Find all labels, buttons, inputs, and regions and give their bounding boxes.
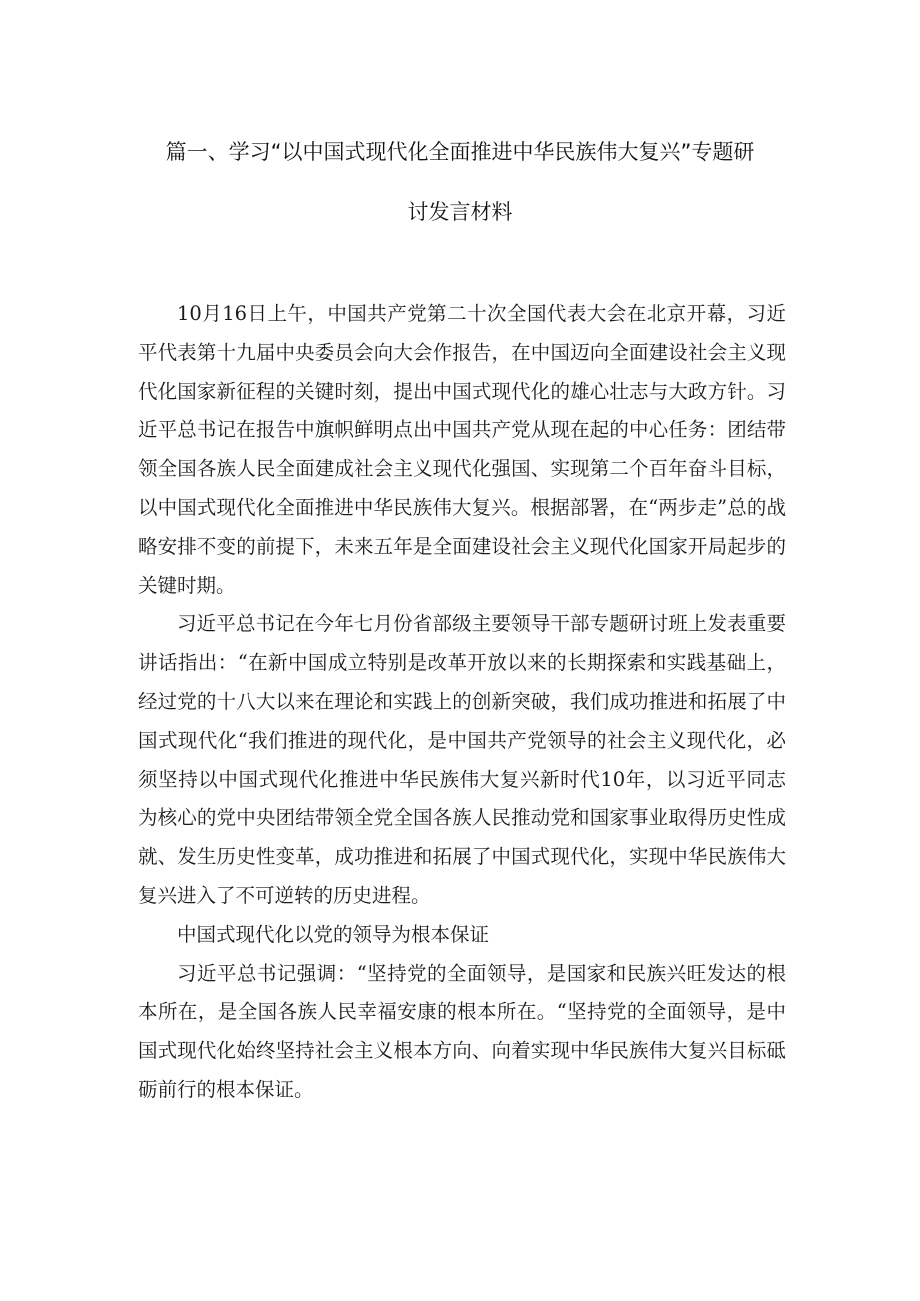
paragraph-speech: 习近平总书记在今年七月份省部级主要领导干部专题研讨班上发表重要讲话指出：“在新中国成立特别是改革开放以来的长期探索和实践基础上，经过党的十八大以来在理论和实践上的创新突破，我们成功推进和拓展了中国式现代化“我们推进的现代化，是中国共产党领导的社会主义现代化，必须坚持以中国式现代化推进中华民族伟大复兴新时代10年，以习近平同志为核心的党中央团结带领全党全国各族人民推动党和国家事业取得历史性成就、发生历史性变革，成功推进和拓展了中国式现代化，实现中华民族伟大复兴进入了不可逆转的历史进程。 (138, 612, 786, 907)
document-body (138, 295, 786, 1110)
paragraph-opening: 10月16日上午，中国共产党第二十次全国代表大会在北京开幕，习近平代表第十九届中央委员会向大会作报告，在中国迈向全面建设社会主义现代化国家新征程的关键时刻，提出中国式现代化的雄心壮志与大政方针。习近平总书记在报告中旗帜鲜明点出中国共产党从现在起的中心任务：团结带领全国各族人民全面建成社会主义现代化强国、实现第二个百年奋斗目标，以中国式现代化全面推进中华民族伟大复兴。根据部署，在“两步走”总的战略安排不变的前提下，未来五年是全面建设社会主义现代化国家开局起步的关键时期。 (138, 302, 786, 597)
document-title-line-2: 讨发言材料 (407, 200, 513, 224)
section-heading: 中国式现代化以党的领导为根本保证 (177, 922, 490, 946)
document-title-line-1: 篇一、学习“以中国式现代化全面推进中华民族伟大复兴”专题研 (165, 140, 755, 164)
paragraph-leadership: 习近平总书记强调：“坚持党的全面领导，是国家和民族兴旺发达的根本所在，是全国各族人民幸福安康的根本所在。“坚持党的全面领导，是中国式现代化始终坚持社会主义根本方向、向着实现中华民族伟大复兴目标砥砺前行的根本保证。 (138, 961, 786, 1101)
